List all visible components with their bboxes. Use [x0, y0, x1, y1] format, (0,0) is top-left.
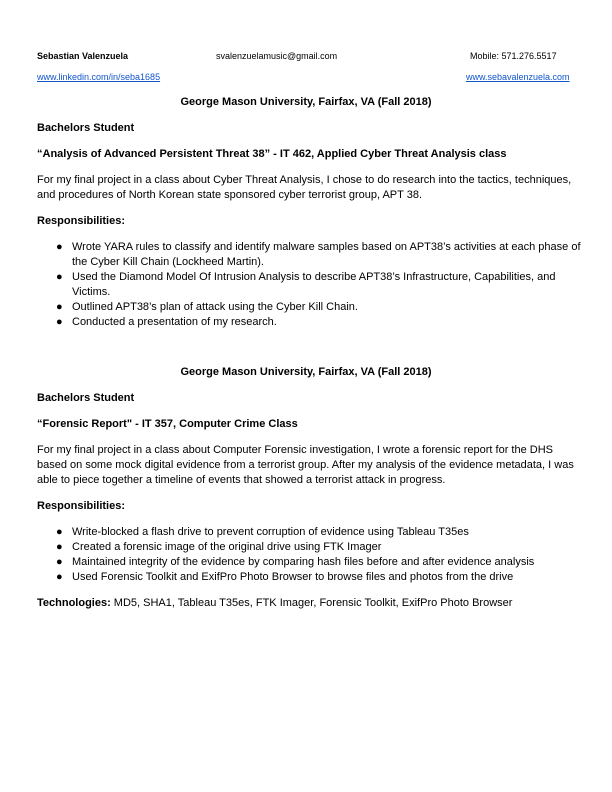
section-2-responsibilities-label: Responsibilities:	[37, 500, 126, 512]
list-item	[37, 300, 582, 315]
website-link[interactable]: www.sebavalenzuela.com	[466, 72, 570, 82]
list-item	[37, 525, 582, 540]
list-item-text: Maintained integrity of the evidence by comparing hash files before and after evidence analysis	[72, 556, 535, 568]
list-item-text: Write-blocked a flash drive to prevent corruption of evidence using Tableau T35es	[72, 526, 469, 538]
section-1-responsibilities-label: Responsibilities:	[37, 215, 126, 227]
bullet-icon: ●	[56, 241, 63, 253]
bullet-icon: ●	[56, 316, 63, 328]
list-item-text: Outlined APT38’s plan of attack using the Cyber Kill Chain.	[72, 301, 358, 313]
technologies-label: Technologies:	[37, 597, 111, 609]
bullet-icon: ●	[56, 526, 63, 538]
email-address: svalenzuelamusic@gmail.com	[216, 51, 338, 61]
section-1-institution: George Mason University, Fairfax, VA (Fall 2018)	[180, 96, 432, 108]
section-2-role: Bachelors Student	[37, 392, 135, 404]
list-item	[37, 540, 582, 555]
list-item-text: Created a forensic image of the original drive using FTK Imager	[72, 541, 382, 553]
bullet-icon: ●	[56, 541, 63, 553]
list-item	[37, 555, 582, 570]
section-1-project-title: “Analysis of Advanced Persistent Threat 38” - IT 462, Applied Cyber Threat Analysis class	[37, 148, 507, 160]
linkedin-link[interactable]: www.linkedin.com/in/seba1685	[37, 72, 161, 82]
section-2-institution: George Mason University, Fairfax, VA (Fall 2018)	[180, 366, 432, 378]
technologies-list: MD5, SHA1, Tableau T35es, FTK Imager, Forensic Toolkit, ExifPro Photo Browser	[110, 597, 513, 609]
bullet-icon: ●	[56, 571, 63, 583]
bullet-icon: ●	[56, 556, 63, 568]
list-item	[37, 240, 582, 270]
list-item	[37, 270, 582, 300]
section-1-role: Bachelors Student	[37, 122, 135, 134]
list-item-text: Used the Diamond Model Of Intrusion Analysis to describe APT38’s Infrastructure, Capabilities, and Victims.	[72, 271, 556, 298]
mobile-number: Mobile: 571.276.5517	[470, 51, 557, 61]
section-1-description: For my final project in a class about Cyber Threat Analysis, I chose to do research into the tactics, techniques, and procedures of North Korean state sponsored cyber terrorist group, APT 38.	[37, 174, 572, 201]
candidate-name: Sebastian Valenzuela	[37, 51, 129, 61]
list-item-text: Wrote YARA rules to classify and identify malware samples based on APT38’s activities at each phase of the Cyber Kill Chain (Lockheed Martin).	[72, 241, 581, 268]
section-1-responsibilities-list	[37, 240, 582, 330]
section-2-responsibilities-list	[37, 525, 582, 585]
bullet-icon: ●	[56, 301, 63, 313]
list-item	[37, 315, 582, 330]
bullet-icon: ●	[56, 271, 63, 283]
list-item-text: Used Forensic Toolkit and ExifPro Photo Browser to browse files and photos from the drive	[72, 571, 514, 583]
list-item-text: Conducted a presentation of my research.	[72, 316, 277, 328]
list-item	[37, 570, 582, 585]
section-2-project-title: “Forensic Report" - IT 357, Computer Crime Class	[37, 418, 298, 430]
section-2-description: For my final project in a class about Computer Forensic investigation, I wrote a forensic report for the DHS based on some mock digital evidence from a terrorist group. After my analysis of the evidence metadata, I was able to piece together a timeline of events that showed a terrorist attack in progress.	[37, 444, 574, 486]
technologies-line	[37, 597, 512, 609]
